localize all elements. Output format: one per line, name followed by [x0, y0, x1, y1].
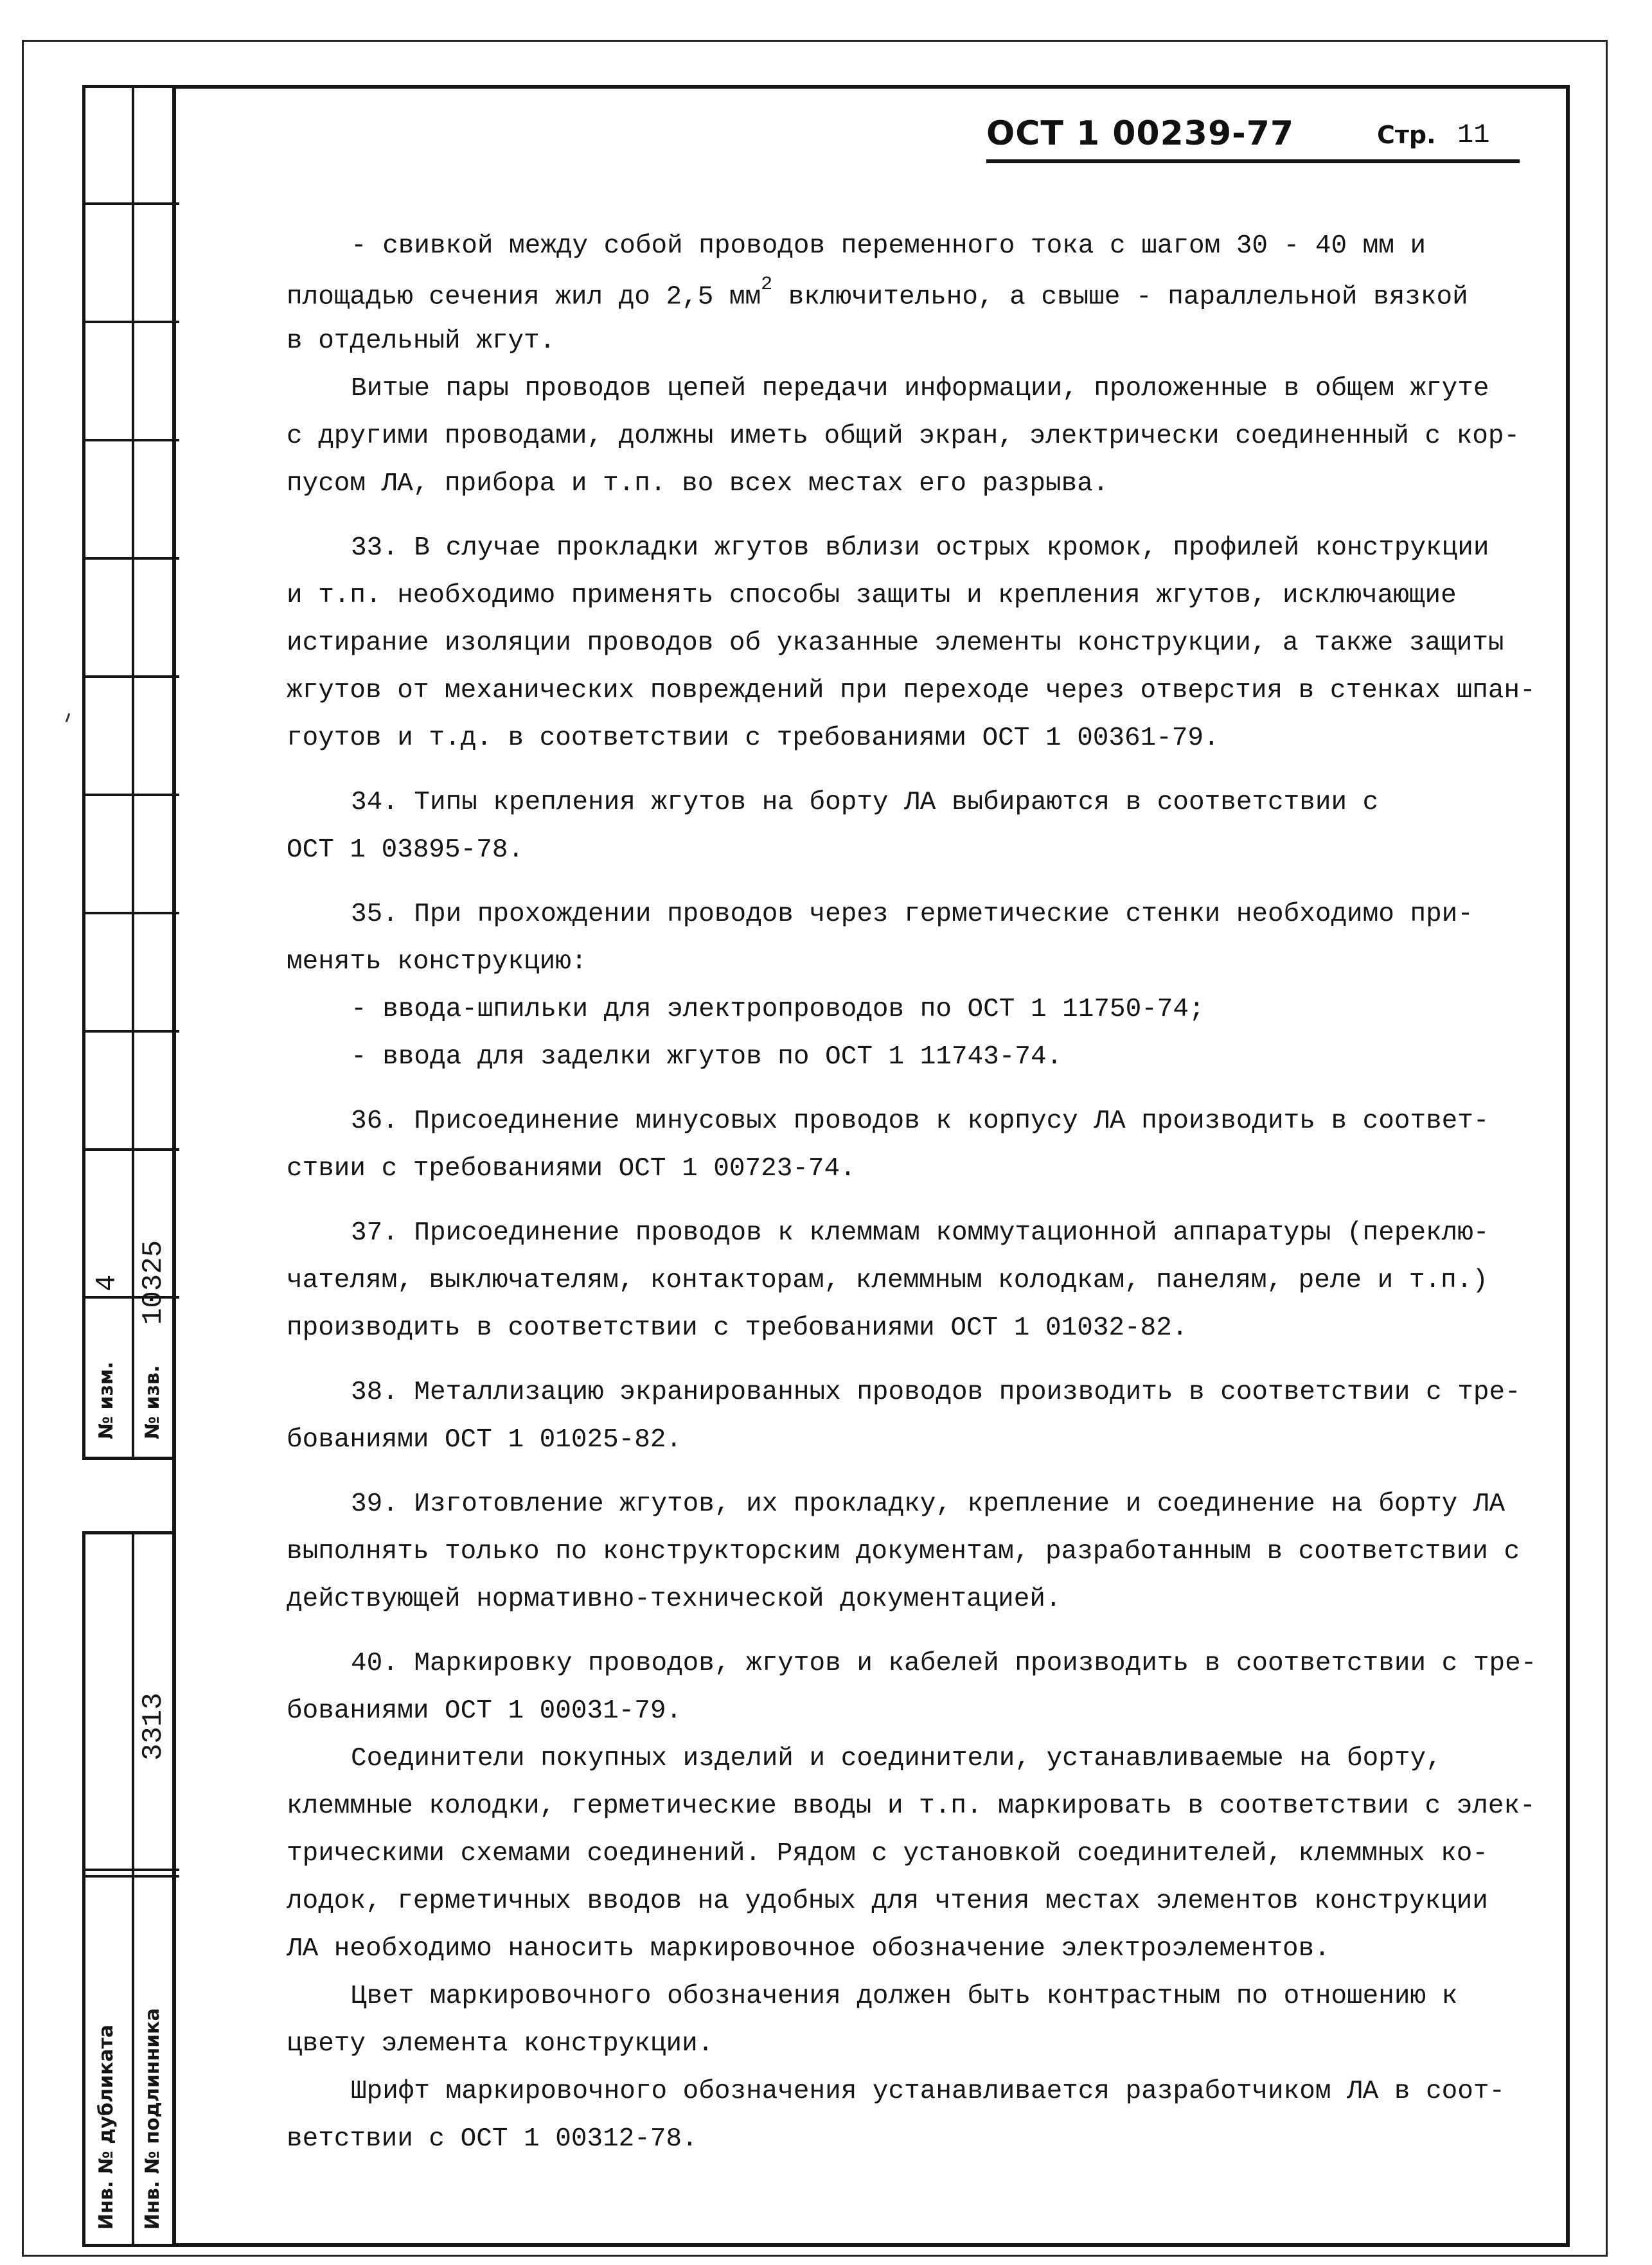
- text-line-content: 37. Присоединение проводов к клеммам коммутационной аппаратуры (переклю-: [351, 1218, 1489, 1248]
- text-line-continuation: включительно, а свыше - параллельной вязкой: [772, 282, 1468, 312]
- text-line: [287, 1887, 1488, 1916]
- text-line: [351, 2077, 1505, 2106]
- text-line: [287, 1934, 1330, 1964]
- text-line-content: производить в соответствии с требованиями ОСТ 1 01032-82.: [287, 1313, 1188, 1343]
- change-number-label: № изм.: [95, 1362, 118, 1439]
- duplicate-inventory-label: Инв. № дубликата: [95, 2024, 118, 2230]
- text-line-content: 34. Типы крепления жгутов на борту ЛА выбираются в соответствии с: [351, 788, 1379, 817]
- text-line-content: ОСТ 1 03895-78.: [287, 835, 524, 865]
- text-line: [351, 374, 1489, 404]
- text-line: [351, 995, 1205, 1024]
- text-line-content: в отдельный жгут.: [287, 326, 556, 356]
- text-line: [287, 1537, 1520, 1567]
- text-line-content: жгутов от механических повреждений при переходе через отверстия в стенках шпан-: [287, 676, 1536, 706]
- text-line-content: пусом ЛА, прибора и т.п. во всех местах его разрыва.: [287, 469, 1109, 499]
- superscript: 2: [761, 274, 773, 296]
- header-underline: [986, 159, 1520, 163]
- text-line: [287, 581, 1457, 610]
- text-line-content: трическими схемами соединений. Рядом с установкой соединителей, клеммных ко-: [287, 1839, 1488, 1869]
- text-line: [287, 469, 1108, 499]
- text-line: [287, 947, 587, 977]
- text-line-content: Цвет маркировочного обозначения должен быть контрастным по отношению к: [351, 1982, 1458, 2011]
- text-line: [351, 1042, 1062, 1072]
- text-line: [287, 724, 1220, 753]
- text-line: [351, 1744, 1442, 1773]
- text-line-content: действующей нормативно-технической документацией.: [287, 1585, 1061, 1614]
- text-line: [287, 835, 524, 865]
- text-line: [287, 676, 1536, 706]
- text-line-content: Шрифт маркировочного обозначения устанавливается разработчиком ЛА в соот-: [351, 2077, 1505, 2106]
- text-line-content: Соединители покупных изделий и соединители, устанавливаемые на борту,: [351, 1744, 1442, 1773]
- text-line-content: 36. Присоединение минусовых проводов к корпусу ЛА производить в соответ-: [351, 1106, 1489, 1136]
- text-line-content: Витые пары проводов цепей передачи информации, проложенные в общем жгуте: [351, 374, 1489, 404]
- text-line: [287, 422, 1520, 451]
- text-line: [351, 1106, 1489, 1136]
- text-line: [287, 1313, 1187, 1343]
- change-number-value: 4: [91, 1274, 123, 1292]
- page-label: Стр.: [1377, 121, 1436, 149]
- text-line: [287, 2029, 713, 2059]
- text-line-content: клеммные колодки, герметические вводы и т.п. маркировать в соответствии с элек-: [287, 1791, 1536, 1821]
- notice-number-label: № изв.: [141, 1365, 164, 1439]
- text-line-content: гоутов и т.д. в соответствии с требованиями ОСТ 1 00361-79.: [287, 724, 1220, 753]
- original-inventory-value: 3313: [138, 1692, 170, 1761]
- text-line: [287, 1266, 1488, 1295]
- text-line-content: лодок, герметичных вводов на удобных для чтения местах элементов конструкции: [287, 1887, 1488, 1916]
- text-line-content: цвету элемента конструкции.: [287, 2029, 714, 2059]
- text-line: [287, 1585, 1061, 1614]
- text-line: [287, 1839, 1488, 1869]
- text-line: [351, 231, 1426, 261]
- text-line: [351, 533, 1489, 563]
- text-line-content: - свивкой между собой проводов переменного тока с шагом 30 - 40 мм и: [351, 231, 1426, 261]
- text-line-content: 38. Металлизацию экранированных проводов производить в соответствии с тре-: [351, 1378, 1521, 1407]
- text-line-content: ствии с требованиями ОСТ 1 00723-74.: [287, 1154, 856, 1184]
- text-line: [351, 1982, 1457, 2011]
- text-line: [351, 1489, 1505, 1519]
- text-line-content: 39. Изготовление жгутов, их прокладку, крепление и соединение на борту ЛА: [351, 1489, 1505, 1519]
- text-line: [287, 1425, 682, 1455]
- text-line-content: ЛА необходимо наносить маркировочное обозначение электроэлементов.: [287, 1934, 1330, 1964]
- notice-number-value: 10325: [138, 1239, 170, 1325]
- text-line-content: и т.п. необходимо применять способы защиты и крепления жгутов, исключающие: [287, 581, 1457, 610]
- text-line: [351, 1218, 1489, 1248]
- text-line-content: площадью сечения жил до 2,5 мм: [287, 282, 761, 312]
- text-line-content: - ввода для заделки жгутов по ОСТ 1 11743-74.: [351, 1042, 1063, 1072]
- text-line-content: ветствии с ОСТ 1 00312-78.: [287, 2124, 698, 2154]
- text-line-content: - ввода-шпильки для электропроводов по ОСТ 1 11750-74;: [351, 995, 1205, 1024]
- text-line-content: 33. В случае прокладки жгутов вблизи острых кромок, профилей конструкции: [351, 533, 1489, 563]
- text-line: [287, 1791, 1536, 1821]
- text-line: [351, 1649, 1536, 1678]
- original-inventory-label: Инв. № подлинника: [141, 2008, 164, 2230]
- text-line-content: с другими проводами, должны иметь общий экран, электрически соединенный с кор-: [287, 422, 1520, 451]
- text-line: [351, 788, 1378, 817]
- text-line: [287, 326, 555, 356]
- text-line-content: чателям, выключателям, контакторам, клеммным колодкам, панелям, реле и т.п.): [287, 1266, 1488, 1295]
- text-line-content: бованиями ОСТ 1 01025-82.: [287, 1425, 682, 1455]
- text-line-content: бованиями ОСТ 1 00031-79.: [287, 1696, 682, 1726]
- text-line: [287, 274, 1468, 312]
- text-line: [287, 1696, 682, 1726]
- text-line-content: истирание изоляции проводов об указанные элементы конструкции, а также защиты: [287, 628, 1504, 658]
- page-number: 11: [1457, 120, 1490, 150]
- text-line: [287, 1154, 856, 1184]
- text-line-content: менять конструкцию:: [287, 947, 587, 977]
- text-line: [287, 2124, 698, 2154]
- text-line-content: 40. Маркировку проводов, жгутов и кабелей производить в соответствии с тре-: [351, 1649, 1537, 1678]
- document-code: ОСТ 1 00239-77: [986, 114, 1295, 153]
- text-line: [287, 628, 1504, 658]
- text-line-content: выполнять только по конструкторским документам, разработанным в соответствии с: [287, 1537, 1520, 1567]
- text-line-content: 35. При прохождении проводов через герметические стенки необходимо при-: [351, 900, 1473, 929]
- text-line: [351, 900, 1473, 929]
- text-line: [351, 1378, 1521, 1407]
